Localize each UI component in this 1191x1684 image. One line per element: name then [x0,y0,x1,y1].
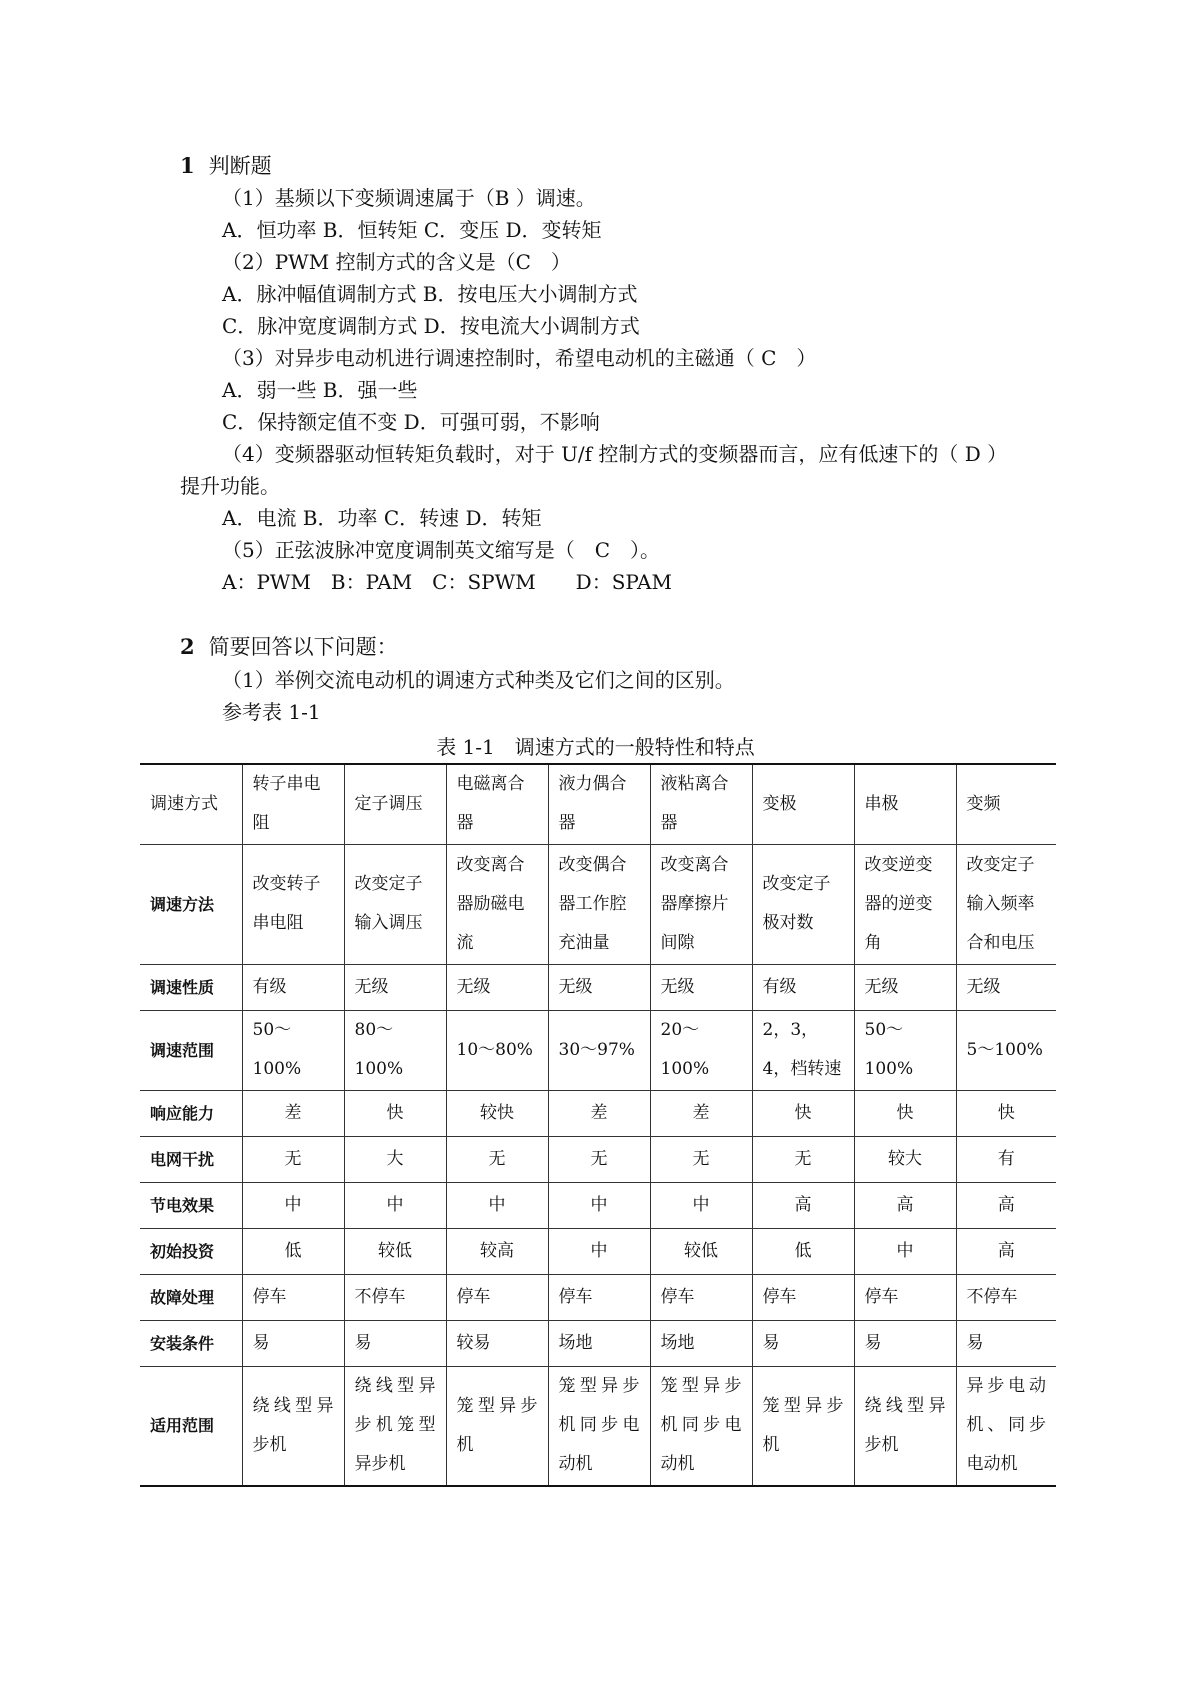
table-cell: 停车 [446,1274,548,1320]
table-header-cell: 调速方式 [140,764,242,844]
table-cell: 中 [548,1182,650,1228]
table-cell: 异步电动机、同步电动机 [956,1366,1056,1486]
table-cell: 2，3，4，档转速 [752,1010,854,1090]
table-row [140,1320,1056,1366]
table-row-label: 调速范围 [140,1010,242,1090]
section-1-title: 判断题 [208,154,272,178]
table-cell: 较低 [650,1228,752,1274]
table-row-label: 初始投资 [140,1228,242,1274]
table-cell: 大 [344,1136,446,1182]
table-row [140,1010,1056,1090]
table-cell: 无 [446,1136,548,1182]
question-2-options-cd: C．脉冲宽度调制方式 D．按电流大小调制方式 [222,314,640,338]
table-header-cell: 变频 [956,764,1056,844]
table-row-label: 调速方法 [140,844,242,964]
table-cell: 5～100% [956,1010,1056,1090]
section-2-reference: 参考表 1-1 [222,700,321,724]
table-cell: 差 [650,1090,752,1136]
table-cell: 无 [650,1136,752,1182]
table-header-cell: 变极 [752,764,854,844]
table-cell: 50～100% [854,1010,956,1090]
table-cell: 无 [548,1136,650,1182]
table-cell: 改变定子输入调压 [344,844,446,964]
table-cell: 快 [344,1090,446,1136]
table-cell: 较高 [446,1228,548,1274]
table-cell: 差 [548,1090,650,1136]
table-cell: 不停车 [956,1274,1056,1320]
section-2-question-1: （1）举例交流电动机的调速方式种类及它们之间的区别。 [222,668,735,692]
section-2-number: 2 [180,634,195,659]
table-row [140,1136,1056,1182]
table-header-cell: 电磁离合器 [446,764,548,844]
table-cell: 中 [854,1228,956,1274]
table-cell: 不停车 [344,1274,446,1320]
table-cell: 无 [242,1136,344,1182]
table-cell: 改变定子极对数 [752,844,854,964]
section-1-number: 1 [180,153,195,178]
table-cell: 较易 [446,1320,548,1366]
table-row-label: 故障处理 [140,1274,242,1320]
table-row-label: 响应能力 [140,1090,242,1136]
table-cell: 20～100% [650,1010,752,1090]
question-5: （5）正弦波脉冲宽度调制英文缩写是（ C ）。 [222,538,661,562]
table-cell: 10～80% [446,1010,548,1090]
table-cell: 无级 [344,964,446,1010]
table-cell: 停车 [854,1274,956,1320]
table-cell: 场地 [650,1320,752,1366]
table-header-cell: 液粘离合器 [650,764,752,844]
table-cell: 较快 [446,1090,548,1136]
table-row-label: 电网干扰 [140,1136,242,1182]
table-cell: 无级 [956,964,1056,1010]
table-cell: 快 [956,1090,1056,1136]
table-row [140,844,1056,964]
table-cell: 快 [752,1090,854,1136]
table-cell: 高 [854,1182,956,1228]
table-header-cell: 液力偶合器 [548,764,650,844]
table-cell: 中 [650,1182,752,1228]
table-cell: 无级 [548,964,650,1010]
table-cell: 停车 [548,1274,650,1320]
table-cell: 改变偶合器工作腔充油量 [548,844,650,964]
question-2-options-ab: A．脉冲幅值调制方式 B．按电压大小调制方式 [222,282,638,306]
table-cell: 差 [242,1090,344,1136]
table-cell: 停车 [650,1274,752,1320]
table-cell: 有 [956,1136,1056,1182]
table-row [140,1090,1056,1136]
question-4-options: A．电流 B．功率 C．转速 D．转矩 [222,506,542,530]
table-row-label: 节电效果 [140,1182,242,1228]
table-cell: 绕线型异步机笼型异步机 [344,1366,446,1486]
table-cell: 有级 [242,964,344,1010]
table-cell: 易 [242,1320,344,1366]
table-caption: 表 1-1 调速方式的一般特性和特点 [436,735,755,759]
table-cell: 快 [854,1090,956,1136]
table-cell: 改变定子输入频率合和电压 [956,844,1056,964]
table-cell: 易 [956,1320,1056,1366]
table-cell: 易 [344,1320,446,1366]
table-header-cell: 转子串电阻 [242,764,344,844]
table-cell: 停车 [242,1274,344,1320]
table-row-label: 调速性质 [140,964,242,1010]
question-4-continued: 提升功能。 [180,474,280,498]
question-3: （3）对异步电动机进行调速控制时，希望电动机的主磁通（ C ） [222,346,817,370]
table-cell: 笼型异步机 [752,1366,854,1486]
table-row [140,1182,1056,1228]
question-1-options: A．恒功率 B．恒转矩 C．变压 D．变转矩 [222,218,602,242]
table-cell: 无级 [650,964,752,1010]
table-cell: 改变离合器励磁电流 [446,844,548,964]
table-cell: 停车 [752,1274,854,1320]
section-2-title: 简要回答以下问题： [208,635,398,659]
table-cell: 绕线型异步机 [854,1366,956,1486]
section-2-heading [180,634,398,660]
table-row-label: 安装条件 [140,1320,242,1366]
table-row [140,964,1056,1010]
table-cell: 笼型异步机同步电动机 [548,1366,650,1486]
table-cell: 有级 [752,964,854,1010]
question-3-options-ab: A．弱一些 B．强一些 [222,378,418,402]
table-cell: 易 [854,1320,956,1366]
question-2: （2）PWM 控制方式的含义是（C ） [222,250,571,274]
table-cell: 无 [752,1136,854,1182]
table-cell: 高 [956,1228,1056,1274]
table-row [140,1366,1056,1486]
table-cell: 高 [752,1182,854,1228]
question-4: （4）变频器驱动恒转矩负载时，对于 U/f 控制方式的变频器而言，应有低速下的（ D ） [222,442,1008,466]
table-cell: 中 [548,1228,650,1274]
table-cell: 较大 [854,1136,956,1182]
table-cell: 较低 [344,1228,446,1274]
table-header-row [140,764,1056,844]
table-cell: 高 [956,1182,1056,1228]
table-cell: 80～100% [344,1010,446,1090]
table-cell: 30～97% [548,1010,650,1090]
table-row [140,1228,1056,1274]
table-row [140,1274,1056,1320]
table-cell: 笼型异步机同步电动机 [650,1366,752,1486]
table-cell: 绕线型异步机 [242,1366,344,1486]
table-cell: 低 [752,1228,854,1274]
table-cell: 低 [242,1228,344,1274]
question-1: （1）基频以下变频调速属于（B ）调速。 [222,186,596,210]
table-cell: 改变转子串电阻 [242,844,344,964]
table-cell: 中 [242,1182,344,1228]
table-cell: 笼型异步机 [446,1366,548,1486]
table-cell: 50～100% [242,1010,344,1090]
table-row-label: 适用范围 [140,1366,242,1486]
table-cell: 改变离合器摩擦片间隙 [650,844,752,964]
table-cell: 易 [752,1320,854,1366]
table-cell: 场地 [548,1320,650,1366]
table-header-cell: 定子调压 [344,764,446,844]
table-cell: 改变逆变器的逆变角 [854,844,956,964]
table-cell: 无级 [854,964,956,1010]
table-cell: 中 [446,1182,548,1228]
question-3-options-cd: C．保持额定值不变 D．可强可弱，不影响 [222,410,600,434]
table-header-cell: 串极 [854,764,956,844]
question-5-options: A：PWM B：PAM C：SPWM D：SPAM [222,570,672,594]
section-1-heading [180,153,272,179]
speed-control-table [140,763,1056,1487]
table-cell: 无级 [446,964,548,1010]
table-cell: 中 [344,1182,446,1228]
